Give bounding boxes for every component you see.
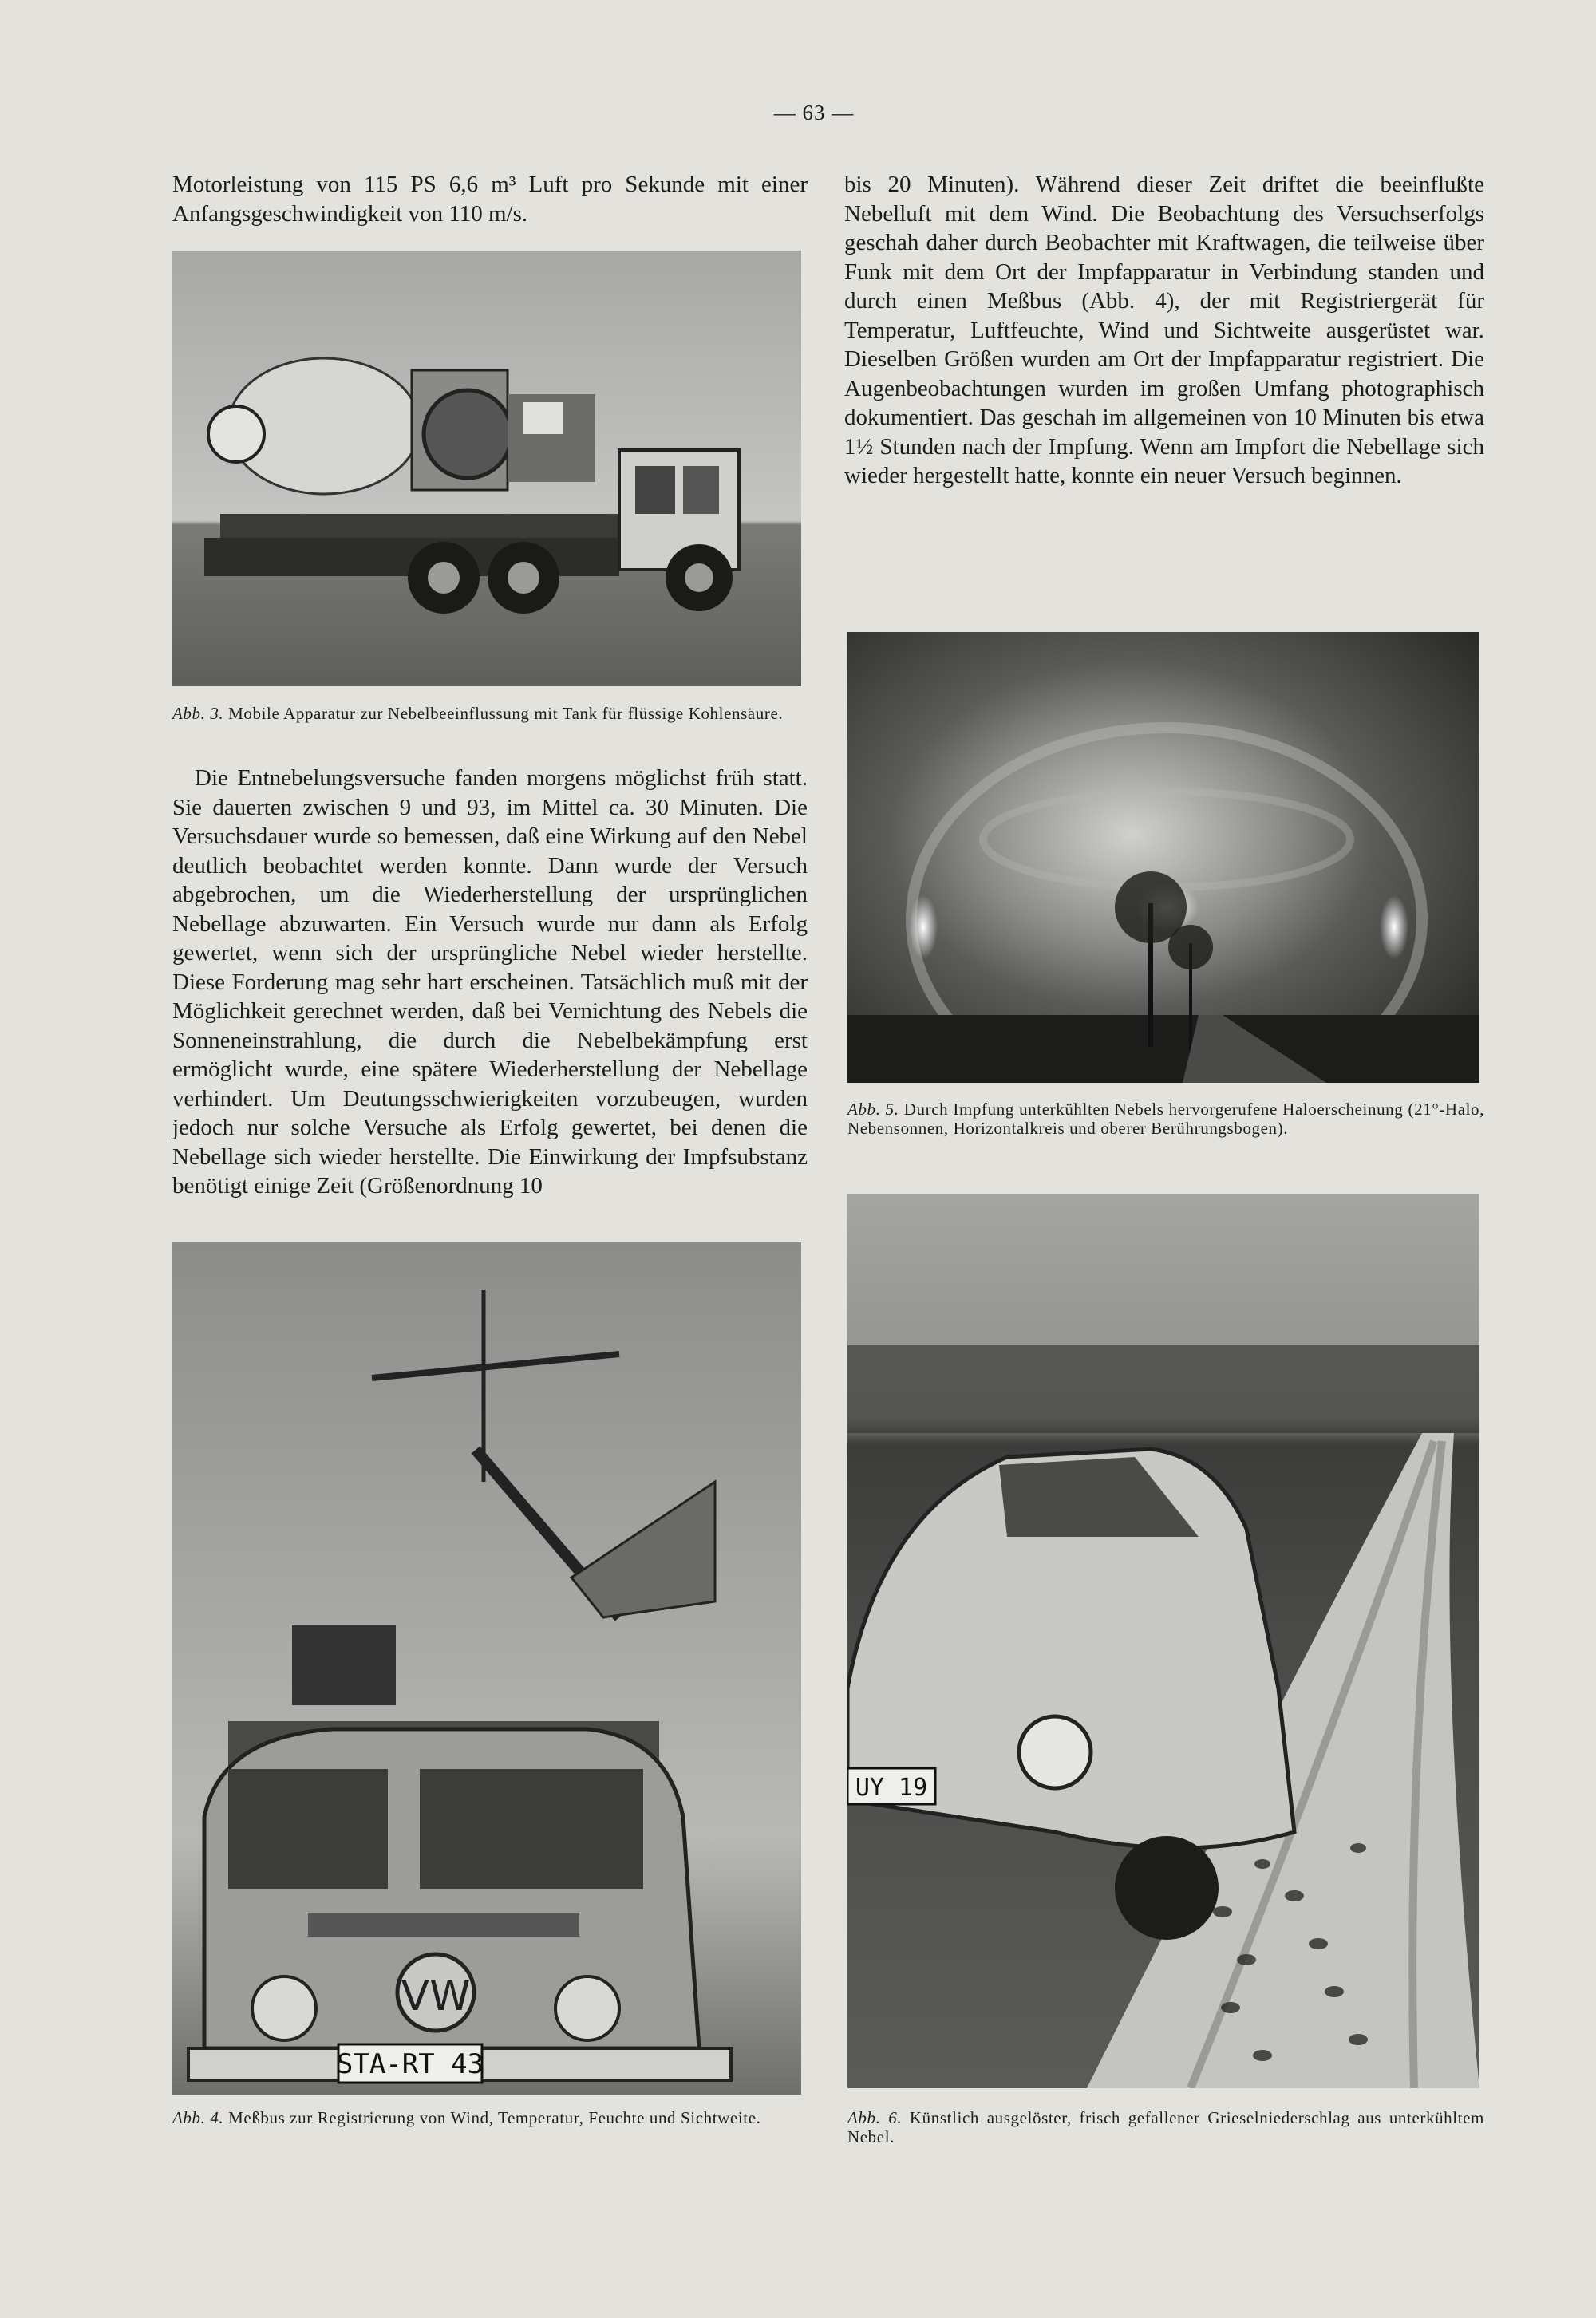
svg-text:VW: VW: [401, 1972, 471, 2020]
right-body-text: [844, 170, 1484, 491]
page-number: — 63 —: [773, 101, 855, 124]
right-body-paragraph: bis 20 Minuten). Während dieser Zeit driftet die beeinflußte Nebelluft mit dem Wind. Die Beobachtung des Versuchserfolgs geschah daher durch Beobachter mit Kraftwagen, die teilweise über Funk mit dem Ort der Impfapparatur in Verbindung standen und durch einen Meßbus (Abb. 4), der mit Registriergerät für Temperatur, Luftfeuchte, Wind und Sichtweite ausgerüstet war. Dieselben Größen wurden am Ort der Impfapparatur registriert. Die Augenbeobachtungen wurden im großen Umfang photographisch dokumentiert. Das geschah im allgemeinen von 10 Minuten bis etwa 1½ Stunden nach der Impfung. Wenn am Impfort die Nebellage sich wieder hergestellt hatte, konnte ein neuer Versuch beginnen.: [844, 172, 1484, 488]
figure-5-label: Abb. 5.: [847, 1100, 899, 1119]
figure-6-license-plate: UY 19: [855, 1774, 928, 1802]
figure-6-caption: [847, 2108, 1484, 2146]
left-body-text: [172, 764, 808, 1201]
figure-5-caption-text: Durch Impfung unterkühlten Nebels hervorgerufene Haloerscheinung (21°-Halo, Nebensonnen, Horizontalkreis und oberer Berührungsbogen).: [847, 1100, 1484, 1138]
left-intro-text: [172, 170, 808, 228]
figure-6-caption-text: Künstlich ausgelöster, frisch gefallener Grieselniederschlag aus unterkühltem Nebel.: [847, 2108, 1484, 2146]
figure-4-license-plate: STA-RT 43: [336, 2048, 484, 2080]
figure-4-caption: [172, 2108, 808, 2127]
figure-4-bus-photo: [172, 1242, 801, 2095]
figure-5-caption: [847, 1100, 1484, 1138]
figure-3-label: Abb. 3.: [172, 704, 224, 723]
figure-3-caption: [172, 704, 808, 723]
left-body-paragraph: Die Entnebelungsversuche fanden morgens möglichst früh statt. Sie dauerten zwischen 9 und 93, im Mittel ca. 30 Minuten. Die Versuchsdauer wurde so bemessen, daß eine Wirkung auf den Nebel deutlich beobachtet werden konnte. Dann wurde der Versuch abgebrochen, um die Wiederherstellung der ursprünglichen Nebellage abzuwarten. Ein Versuch wurde nur dann als Erfolg gewertet, wenn sich der ursprüngliche Nebel wieder herstellte. Diese Forderung mag sehr hart erscheinen. Tatsächlich muß mit der Möglichkeit gerechnet werden, daß bei Vernichtung des Nebels die Sonneneinstrahlung, die durch die Nebelbekämpfung erst ermöglicht wurde, eine spätere Wiederherstellung der Nebellage verhindert. Um Deutungsschwierigkeiten vorzubeugen, wurden jedoch nur solche Versuche als Erfolg gewertet, bei denen die Nebellage sich wieder herstellte. Die Einwirkung der Impfsubstanz benötigt einige Zeit (Größenordnung 10: [172, 765, 808, 1198]
figure-5-halo-photo: [847, 632, 1479, 1083]
figure-6-label: Abb. 6.: [847, 2108, 903, 2127]
figure-3-caption-text: Mobile Apparatur zur Nebelbeeinflussung mit Tank für flüssige Kohlensäure.: [228, 704, 784, 723]
figure-6-car-photo: [847, 1194, 1479, 2088]
figure-3-truck-photo: [172, 251, 801, 686]
figure-4-label: Abb. 4.: [172, 2108, 224, 2127]
figure-4-caption-text: Meßbus zur Registrierung von Wind, Temperatur, Feuchte und Sichtweite.: [228, 2108, 761, 2127]
intro-paragraph: Motorleistung von 115 PS 6,6 m³ Luft pro Sekunde mit einer Anfangsgeschwindigkeit von 110 m/s.: [172, 172, 808, 227]
